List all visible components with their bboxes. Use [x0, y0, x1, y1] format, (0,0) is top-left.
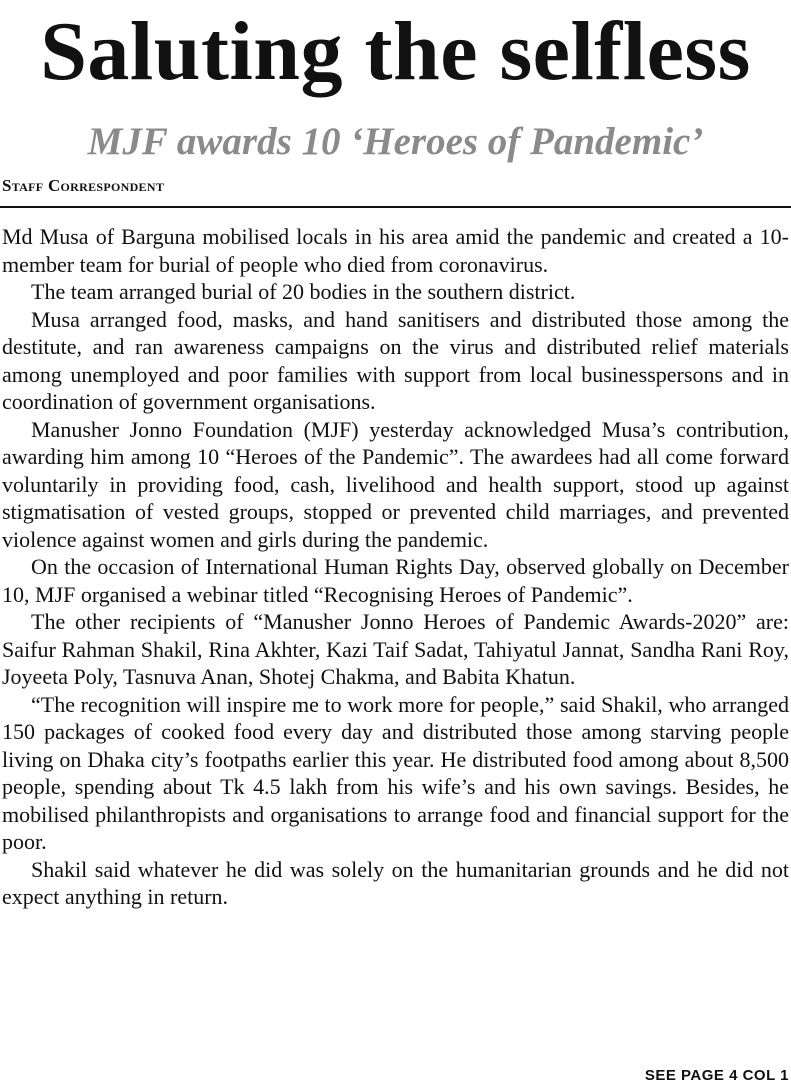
headline: Saluting the selfless	[40, 5, 751, 98]
byline: Staff Correspondent	[2, 176, 165, 195]
paragraph: Manusher Jonno Foundation (MJF) yesterday acknowledged Musa’s contribution, awarding him among 10 “Heroes of the Pandemic”. The awardees had all come forward voluntarily in providing food, cash, livelihood and health support, stood up against stigmatisation of vested groups, stopped or prevented child marriages, and prevented violence against women and girls during the pandemic.	[2, 416, 789, 552]
subheadline: MJF awards 10 ‘Heroes of Pandemic’	[87, 120, 704, 163]
paragraph: Musa arranged food, masks, and hand sanitisers and distributed those among the destitute, and ran awareness campaigns on the virus and distributed relief materials among unemployed and poor families with support from local businesspersons and in coordination of government organisations.	[2, 306, 789, 414]
paragraph: On the occasion of International Human Rights Day, observed globally on December 10, MJF organised a webinar titled “Recognising Heroes of Pandemic”.	[2, 554, 789, 607]
byline-divider	[0, 206, 791, 208]
paragraph: The team arranged burial of 20 bodies in the southern district.	[31, 279, 576, 304]
paragraph: “The recognition will inspire me to work more for people,” said Shakil, who arranged 150 packages of cooked food every day and distributed those among starving people living on Dhaka city’s footpaths earlier this year. He distributed food among about 8,500 people, spending about Tk 4.5 lakh from his wife’s and his own savings. Besides, he mobilised philanthropists and organisations to arrange food and financial support for the poor.	[2, 691, 789, 854]
paragraph: Md Musa of Barguna mobilised locals in his area amid the pandemic and created a 10-member team for burial of people who died from coronavirus.	[2, 224, 789, 277]
paragraph: Shakil said whatever he did was solely on the humanitarian grounds and he did not expect anything in return.	[2, 856, 789, 909]
continued-jump-line: SEE PAGE 4 COL 1	[644, 1067, 789, 1084]
article-body	[2, 223, 789, 911]
paragraph: The other recipients of “Manusher Jonno Heroes of Pandemic Awards-2020” are: Saifur Rahman Shakil, Rina Akhter, Kazi Taif Sadat, Tahiyatul Jannat, Sandha Rani Roy, Joyeeta Poly, Tasnuva Anan, Shotej Chakma, and Babita Khatun.	[2, 609, 789, 689]
